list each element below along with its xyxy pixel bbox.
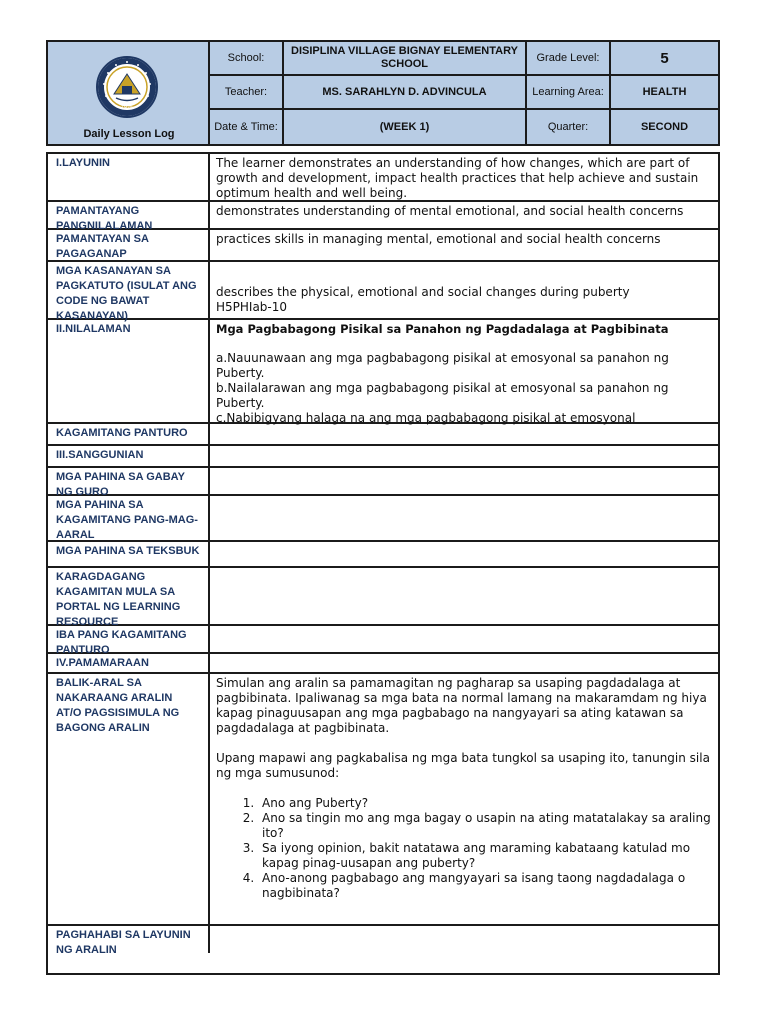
row-label-iba-pang: IBA PANG KAGAMITANG PANTURO [48, 626, 210, 654]
grade-level-value: 5 [611, 42, 718, 76]
balik-aral-paragraph-1: Simulan ang aralin sa pamamagitan ng pagharap sa usaping pagdadalaga at pagbibinata. Ipaliwanag sa mga bata na normal lamang na makaramdam ng hiya kapag pinaguusapan ang mga pagbabago na nangyayari sa ating katawan sa pagdadalaga at pagbibinata. [216, 676, 707, 735]
teacher-value: MS. SARAHLYN D. ADVINCULA [284, 76, 527, 110]
school-seal-icon [96, 56, 158, 118]
nilalaman-objective-a: a.Nauunawaan ang mga pagbabagong pisikal at emosyonal sa panahon ng Puberty. [216, 351, 669, 380]
learning-area-label: Learning Area: [527, 76, 611, 110]
quarter-label: Quarter: [527, 110, 611, 144]
question-list [258, 796, 712, 901]
row-content-teksbuk [210, 542, 718, 568]
row-content-nilalaman [210, 320, 718, 424]
row-content-balik-aral [210, 674, 718, 926]
list-item: 2. Ano sa tingin mo ang mga bagay o usapin na ating matatalakay sa araling ito? [258, 811, 712, 841]
row-label-layunin: I.LAYUNIN [48, 154, 210, 202]
nilalaman-objective-b: b.Nailalarawan ang mga pagbabagong pisikal at emosyonal sa panahon ng Puberty. [216, 381, 669, 410]
header-table [46, 40, 720, 146]
list-item: 4. Ano-anong pagbabago ang mangyayari sa isang taong nagdadalaga o nagbibinata? [258, 871, 712, 901]
grade-level-label: Grade Level: [527, 42, 611, 76]
row-label-paghahabi: PAGHAHABI SA LAYUNIN NG ARALIN [48, 926, 210, 953]
row-label-kasanayan: MGA KASANAYAN SA PAGKATUTO (ISULAT ANG CODE NG BAWAT KASANAYAN) [48, 262, 210, 320]
row-content-kagamitang-panturo [210, 424, 718, 446]
row-label-balik-aral: BALIK-ARAL SA NAKARAANG ARALIN AT/O PAGSISIMULA NG BAGONG ARALIN [48, 674, 210, 926]
row-label-kagamitang-mag-aaral: MGA PAHINA SA KAGAMITANG PANG-MAG-AARAL [48, 496, 210, 542]
nilalaman-title: Mga Pagbabagong Pisikal sa Panahon ng Pagdadalaga at Pagbibinata [216, 322, 669, 336]
row-label-teksbuk: MGA PAHINA SA TEKSBUK [48, 542, 210, 568]
row-label-nilalaman: II.NILALAMAN [48, 320, 210, 424]
row-label-sanggunian: III.SANGGUNIAN [48, 446, 210, 468]
row-label-kagamitang-panturo: KAGAMITANG PANTURO [48, 424, 210, 446]
row-content-sanggunian [210, 446, 718, 468]
row-content-kasanayan [210, 262, 718, 320]
kasanayan-text: describes the physical, emotional and social changes during puberty [216, 285, 630, 299]
list-item: 3. Sa iyong opinion, bakit natatawa ang maraming kabataang katulad mo kapag pinag-uusapan ang puberty? [258, 841, 712, 871]
row-content-layunin: The learner demonstrates an understanding of how changes, which are part of growth and development, impact health practices that help achieve and sustain optimum health and well being. [210, 154, 718, 202]
header-info-grid [210, 42, 718, 144]
kasanayan-code: H5PHIab-10 [216, 300, 288, 314]
row-content-pamamaraan [210, 654, 718, 674]
row-content-portal [210, 568, 718, 626]
school-value: DISIPLINA VILLAGE BIGNAY ELEMENTARY SCHOOL [284, 42, 527, 76]
learning-area-value: HEALTH [611, 76, 718, 110]
row-content-gabay-guro [210, 468, 718, 496]
row-label-pamantayan-pagaganap: PAMANTAYAN SA PAGAGANAP [48, 230, 210, 262]
row-content-iba-pang [210, 626, 718, 654]
list-item: 1. Ano ang Puberty? [258, 796, 712, 811]
date-time-label: Date & Time: [210, 110, 284, 144]
lesson-table [46, 152, 720, 975]
balik-aral-paragraph-2: Upang mapawi ang pagkabalisa ng mga bata tungkol sa usaping ito, tanungin sila ng mga sumusunod: [216, 751, 710, 780]
school-label: School: [210, 42, 284, 76]
date-time-value: (WEEK 1) [284, 110, 527, 144]
quarter-value: SECOND [640, 120, 689, 133]
row-label-pamamaraan: IV.PAMAMARAAN [48, 654, 210, 674]
daily-lesson-log-label: Daily Lesson Log [83, 128, 175, 140]
row-label-gabay-guro: MGA PAHINA SA GABAY NG GURO [48, 468, 210, 496]
row-label-pamantayang-nilalaman: PAMANTAYANG PANGNILALAMAN [48, 202, 210, 230]
row-label-portal: KARAGDAGANG KAGAMITAN MULA SA PORTAL NG LEARNING RESOURCE [48, 568, 210, 626]
svg-text:1976: 1976 [120, 105, 134, 111]
teacher-label: Teacher: [210, 76, 284, 110]
row-content-kagamitang-mag-aaral [210, 496, 718, 542]
nilalaman-objective-c: c.Nabibigyang halaga na ang mga pagbabagong pisikal at emosyonal [216, 411, 636, 425]
row-content-pamantayan-pagaganap: practices skills in managing mental, emotional and social health concerns [210, 230, 718, 262]
logo-cell [48, 42, 210, 144]
row-content-paghahabi [210, 926, 718, 953]
row-content-pamantayang-nilalaman: demonstrates understanding of mental emotional, and social health concerns [210, 202, 718, 230]
